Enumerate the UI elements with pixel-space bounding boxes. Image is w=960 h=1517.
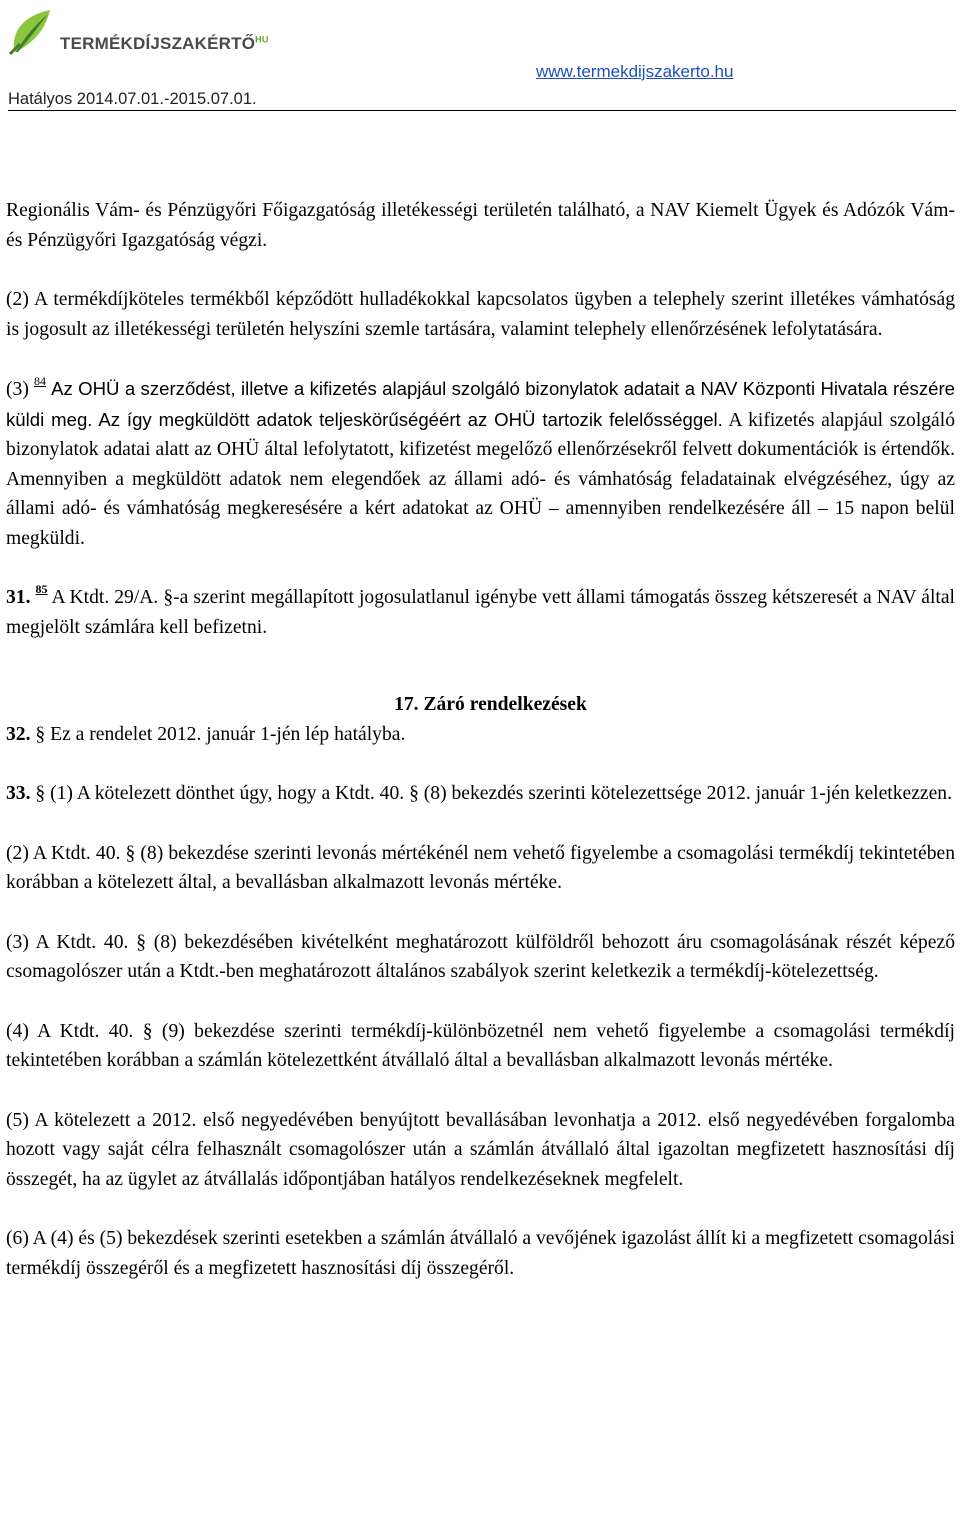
- section-33-5: (5) A kötelezett a 2012. első negyedévében benyújtott bevallásában levonhatja a 2012. első negyedévében forgalomba hozott vagy saját célra felhasznált csomagolószer után a számlán átvállaló által igazoltan megfizetett hasznosítási díj összegét, ha az ügylet az átvállalás időpontjában hatályos rendelkezéseknek megfelelt.: [6, 1109, 955, 1190]
- footnote-ref-84[interactable]: 84: [33, 374, 46, 388]
- paragraph-continuation: Regionális Vám- és Pénzügyőri Főigazgatóság illetékességi területén található, a NAV Kiemelt Ügyek és Adózók Vám- és Pénzügyőri Igazgatóság végzi.: [6, 200, 955, 251]
- footnote-ref-85[interactable]: 85: [35, 582, 48, 596]
- section-33-6: (6) A (4) és (5) bekezdések szerinti esetekben a számlán átvállaló a vevőjének igazolást állít ki a megfizetett csomagolási termékdíj összegéről és a megfizetett hasznosítási díj összegéről.: [6, 1228, 955, 1279]
- section-32: 32. § Ez a rendelet 2012. január 1-jén lép hatályba.: [6, 723, 406, 745]
- logo-wordmark: $TERMÉKDÍJSZAKÉRTŐ^{HU}$: [60, 34, 269, 53]
- logo[interactable]: [6, 6, 269, 60]
- document-body: [6, 196, 955, 1283]
- section-31: 31. $^{85}$ A Ktdt. 29/A. §-a szerint megállapított jogosulatlanul igénybe vett állami támogatás összeg kétszeresét a NAV által megjelölt számlára kell befizetni.: [6, 582, 955, 638]
- paragraph-3-serif: A kifizetés alapjául szolgáló bizonylatok adatai alatt az OHÜ által lefolytatott, kifizetést megelőző ellenőrzésekről felvett dokumentációk is értendők. Amennyiben a megküldött adatok nem elegendőek az állami adó- és vámhatóság feladatainak elvégzéséhez, úgy az állami adó- és vámhatóság megkeresésére a kért adatokat az OHÜ – amennyiben rendelkezésére áll – 15 napon belül megküldi.: [6, 409, 955, 549]
- paragraph-3: (3) $^{84}$ Az OHÜ a szerződést, illetve a kifizetés alapjául szolgáló bizonylatok adatait a NAV Központi Hivatala részére küldi meg. Az így megküldött adatok teljeskörűségéért az OHÜ tartozik felelősséggel. A kifizetés alapjául szolgáló bizonylatok adatai alatt az OHÜ által lefolytatott, kifizetést megelőző ellenőrzésekről felvett dokumentációk is értendők. Amennyiben a megküldött adatok nem elegendőek az állami adó- és vámhatóság feladatainak elvégzéséhez, úgy az állami adó- és vámhatóság megkeresésére a kért adatokat az OHÜ – amennyiben rendelkezésére áll – 15 napon belül megküldi.: [6, 374, 955, 549]
- logo-leaf-icon: [6, 6, 56, 56]
- section-title: 17. Záró rendelkezések: [394, 694, 587, 715]
- section-33-1: 33. § (1) A kötelezett dönthet úgy, hogy a Ktdt. 40. § (8) bekezdés szerinti kötelezettsége 2012. január 1-jén keletkezzen.: [6, 783, 953, 804]
- validity-period: Hatályos 2014.07.01.-2015.07.01.: [8, 90, 257, 108]
- section-33-4: (4) A Ktdt. 40. § (9) bekezdése szerinti termékdíj-különbözetnél nem vehető figyelembe a csomagolási termékdíj tekintetében korábban a számlán kötelezettként átvállaló által a bevallásban alkalmazott levonás mértéke.: [6, 1020, 955, 1071]
- paragraph-3-sans: Az OHÜ a szerződést, illetve a kifizetés alapjául szolgáló bizonylatok adatait a NAV Központi Hivatala részére küldi meg. Az így megküldött adatok teljeskörűségéért az OHÜ tartozik felelősséggel.: [6, 378, 955, 430]
- paragraph-2: (2) A termékdíjköteles termékből képződött hulladékokkal kapcsolatos ügyben a telephely szerint illetékes vámhatóság is jogosult az illetékességi területén helyszíni szemle tartására, valamint telephely ellenőrzésének lefolytatására.: [6, 289, 955, 340]
- website-link[interactable]: www.termekdijszakerto.hu: [536, 62, 734, 81]
- section-33-3: (3) A Ktdt. 40. § (8) bekezdésében kivételként meghatározott külföldről behozott áru csomagolásának részét képező csomagolószer után a Ktdt.-ben meghatározott általános szabályok szerint keletkezik a termékdíj-kötelezettség.: [6, 931, 955, 982]
- page-header: [0, 0, 960, 112]
- section-33-2: (2) A Ktdt. 40. § (8) bekezdése szerinti levonás mértékénél nem vehető figyelembe a csomagolási termékdíj tekintetében korábban a kötelezett által, a bevallásban alkalmazott levonás mértéke.: [6, 842, 955, 893]
- header-divider: [8, 110, 956, 111]
